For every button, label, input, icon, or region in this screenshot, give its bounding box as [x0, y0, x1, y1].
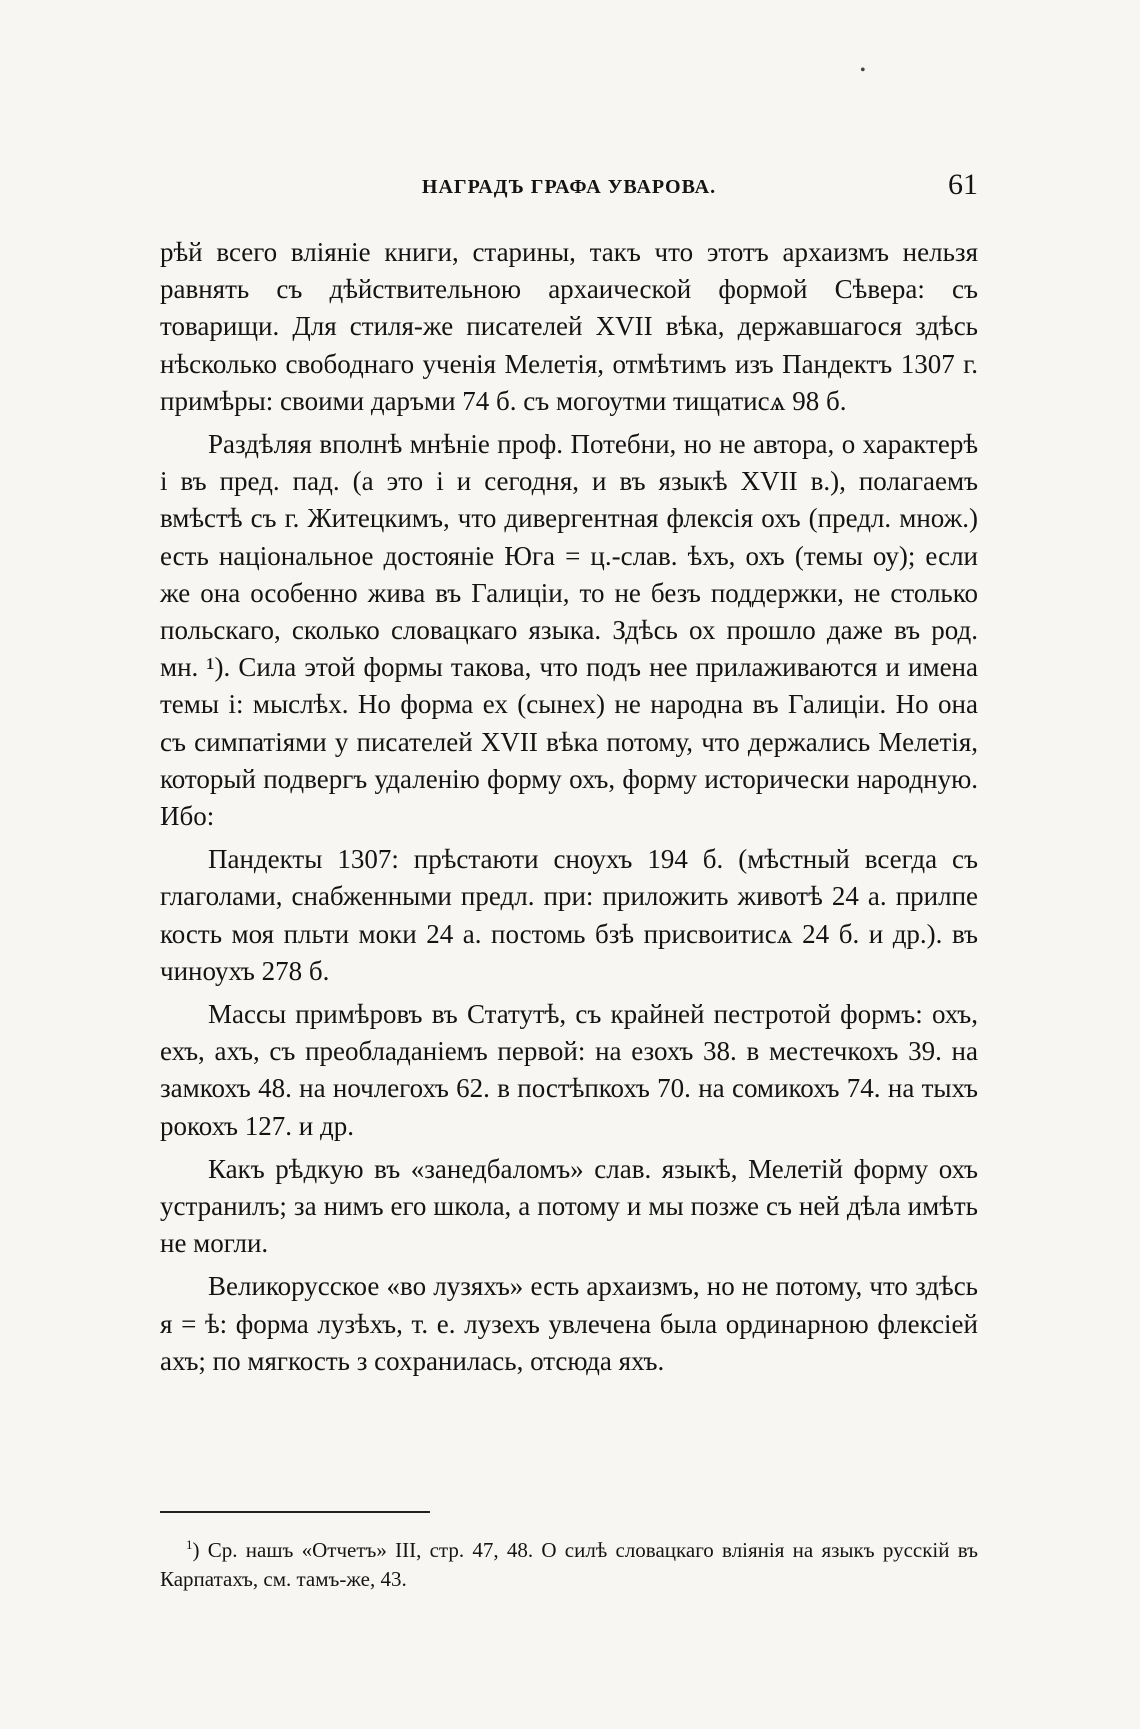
paragraph-4: Массы примѣровъ въ Статутѣ, съ крайней пестротой формъ: охъ, ехъ, ахъ, съ преобладаніемъ первой: на езохъ 38. в местечкохъ 39. на замкохъ 48. на ночлегохъ 62. в постѣпкохъ 70. на сомикохъ 74. на тыхъ рокохъ 127. и др. [160, 999, 978, 1141]
paragraph-2: Раздѣляя вполнѣ мнѣніе проф. Потебни, но не автора, о характерѣ і въ пред. пад. (а это і и сегодня, и въ языкѣ XVII в.), полагаемъ вмѣстѣ съ г. Житецкимъ, что дивергентная флексія охъ (предл. множ.) есть національное достояніе Юга = ц.-слав. ѣхъ, охъ (темы оу); если же она особенно жива въ Галиціи, то не безъ поддержки, не столько польскаго, сколько словацкаго языка. Здѣсь ох прошло даже въ род. мн. ¹). Сила этой формы такова, что подъ нее прилаживаются и имена темы і: мыслѣх. Но форма ех (сынех) не народна въ Галиціи. Но она съ симпатіями у писателей XVII вѣка потому, что держались Мелетія, который подвергъ удаленію форму охъ, форму исторически народную. Ибо: [160, 429, 978, 832]
page-header [160, 168, 978, 208]
page-number: 61 [948, 168, 978, 201]
footnote-marker: 1 [186, 1537, 193, 1552]
running-head: НАГРАДЪ ГРАФА УВАРОВА. [421, 176, 717, 198]
footnote-rule [160, 1511, 430, 1513]
footnote-text: ) Ср. нашъ «Отчетъ» III, стр. 47, 48. О силѣ словацкаго вліянія на языкъ русскій въ Карпатахъ, см. тамъ-же, 43. [160, 1538, 978, 1591]
paragraph-6: Великорусское «во лузяхъ» есть архаизмъ, но не потому, что здѣсь я = ѣ: форма лузѣхъ, т. е. лузехъ увлечена была ординарною флексіей ахъ; по мягкость з сохранилась, отсюда яхъ. [160, 1271, 978, 1376]
paragraph-3: Пандекты 1307: прѣстаюти сноухъ 194 б. (мѣстный всегда съ глаголами, снабженными предл. при: приложить животѣ 24 а. прилпе кость моя пльти моки 24 а. постомь бзѣ присвоитисѧ 24 б. и др.). въ чиноухъ 278 б. [160, 844, 978, 986]
footnote [160, 1530, 978, 1594]
paragraph-5: Какъ рѣдкую въ «занедбаломъ» слав. языкѣ, Мелетій форму охъ устранилъ; за нимъ его школа, а потому и мы позже съ ней дѣла имѣть не могли. [160, 1153, 978, 1259]
paragraph-1: рѣй всего вліяніе книги, старины, такъ что этотъ архаизмъ нельзя равнять съ дѣйствительною архаической формой Сѣвера: съ товарищи. Для стиля-же писателей XVII вѣка, державшагося здѣсь нѣсколько свободнаго ученія Мелетія, отмѣтимъ изъ Пандектъ 1307 г. примѣры: своими даръми 74 б. съ могоутми тищатисѧ 98 б. [160, 237, 978, 416]
stray-ink-mark: • [860, 62, 866, 79]
body-text [160, 234, 978, 1386]
